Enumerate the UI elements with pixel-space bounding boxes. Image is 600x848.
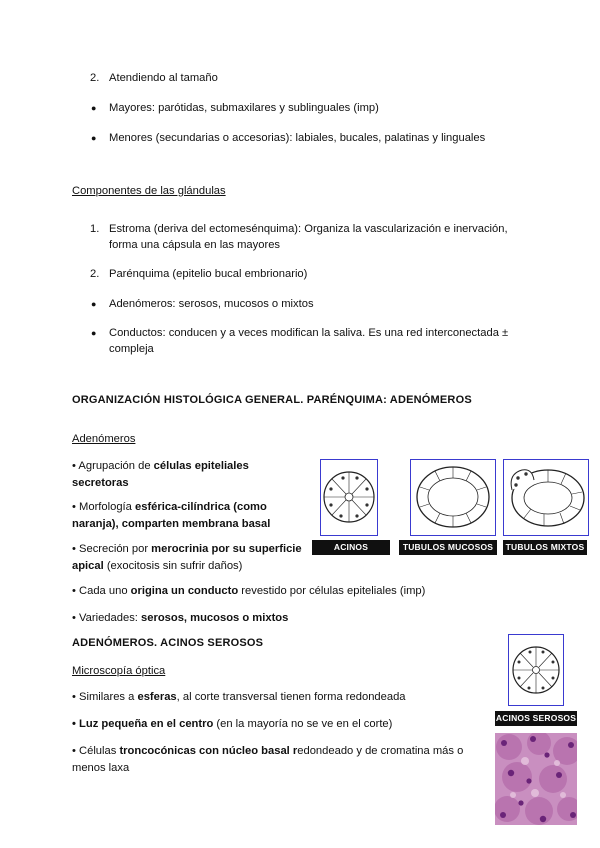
paragraph: • Similares a esferas, al corte transversal tienen forma redondeada xyxy=(72,691,406,703)
tubulo-mixto-figure xyxy=(503,459,589,536)
list-item-text: Conductos: conducen y a veces modifican la saliva. Es una red interconectada ± xyxy=(109,327,509,339)
acino-seroso-figure xyxy=(320,459,378,536)
figure-label: ACINOS SEROSOS xyxy=(312,540,390,555)
paragraph: • Variedades: serosos, mucosos o mixtos xyxy=(72,612,289,624)
paragraph: • Cada uno origina un conducto revestido por células epiteliales (imp) xyxy=(72,585,426,597)
list-number: 1. xyxy=(90,223,100,235)
histology-micrograph xyxy=(495,733,577,825)
list-item-text: Estroma (deriva del ectomesénquima): Organiza la vascularización e inervación, xyxy=(109,223,508,235)
section-heading: ADENÓMEROS. ACINOS SEROSOS xyxy=(72,637,264,649)
acino-seroso-figure xyxy=(508,634,564,706)
list-item-text: compleja xyxy=(109,343,154,355)
section-subtitle: Adenómeros xyxy=(72,433,136,445)
paragraph: • Secreción por merocrinia por su superficie apical (exocitosis sin sufrir daños) xyxy=(72,543,302,572)
list-item-text: Atendiendo al tamaño xyxy=(109,72,218,84)
list-number: 2. xyxy=(90,268,100,280)
list-item-text: Mayores: parótidas, submaxilares y sublinguales (imp) xyxy=(109,102,379,114)
list-item-text: Adenómeros: serosos, mucosos o mixtos xyxy=(109,298,314,310)
figure-label: TUBULOS MIXTOS xyxy=(503,540,587,555)
tubulo-mucoso-figure xyxy=(410,459,496,536)
list-item-text: forma una cápsula en las mayores xyxy=(109,239,281,251)
paragraph: • Células troncocónicas con núcleo basal redondeado y de cromatina más o menos laxa xyxy=(72,745,464,774)
list-number: 2. xyxy=(90,72,100,84)
list-item-text: Parénquima (epitelio bucal embrionario) xyxy=(109,268,308,280)
paragraph: • Morfología esférica-cilíndrica (como naranja), comparten membrana basal xyxy=(72,501,271,530)
section-subtitle: Microscopía óptica xyxy=(72,665,166,677)
figure-label: ACINOS SEROSOS xyxy=(495,711,577,726)
list-item-text: Menores (secundarias o accesorias): labiales, bucales, palatinas y linguales xyxy=(109,132,486,144)
figure-label: TUBULOS MUCOSOS xyxy=(399,540,497,555)
bullet-icon: ● xyxy=(91,299,97,309)
section-heading: ORGANIZACIÓN HISTOLÓGICA GENERAL. PARÉNQUIMA: ADENÓMEROS xyxy=(72,394,472,406)
bullet-icon: ● xyxy=(91,328,97,338)
bullet-icon: ● xyxy=(91,103,97,113)
paragraph: • Agrupación de células epiteliales secretoras xyxy=(72,460,249,489)
bullet-icon: ● xyxy=(91,133,97,143)
paragraph: • Luz pequeña en el centro (en la mayoría no se ve en el corte) xyxy=(72,718,393,730)
section-subtitle: Componentes de las glándulas xyxy=(72,185,226,197)
